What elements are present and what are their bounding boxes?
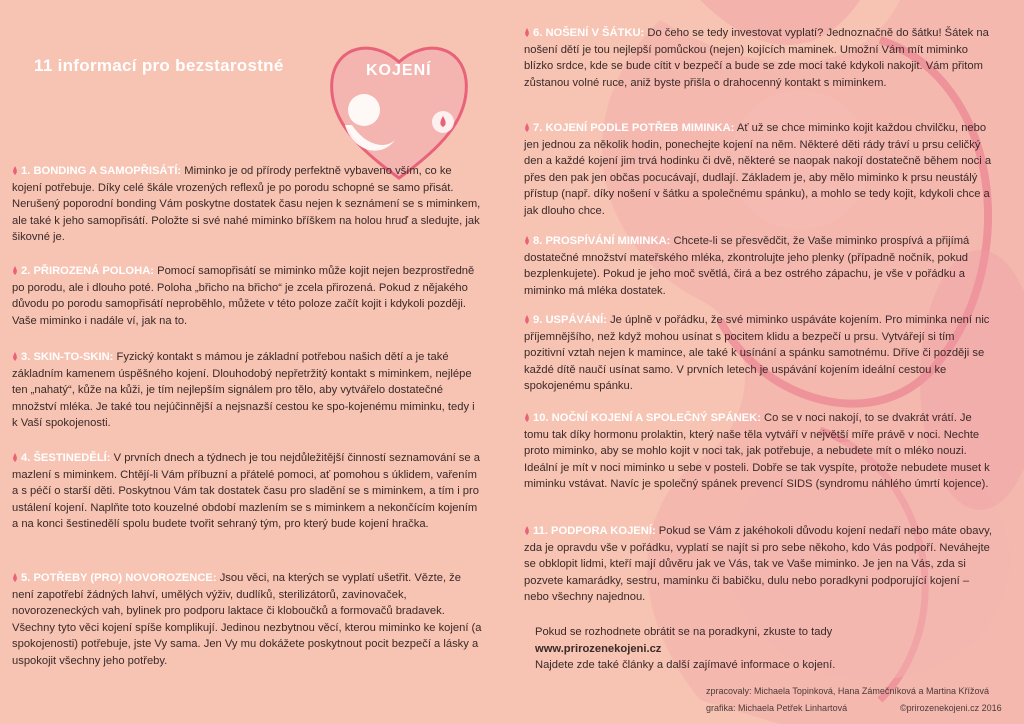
drop-icon xyxy=(524,413,530,422)
section-text: Pomocí samopřisátí se miminko může kojit nejen bezprostředně po porodu, ale i dlouho poté. Poloha „břicho na břicho“ je zcela přirozená. Pokud z nějakého důvodu po porodu samopřisátí neproběhlo, můžete v této poloze začít kojit i kdykoli později. Vaše miminko i nadále ví, jak na to. xyxy=(12,265,475,327)
section-7 xyxy=(524,120,994,219)
drop-icon xyxy=(524,315,530,324)
section-text: Do čeho se tedy investovat vyplatí? Jednoznačně do šátku! Šátek na nošení dětí je tou nejlepší pomůckou (nejen) kojících maminek. Umožní Vám mít miminko blízko srdce, kde se bude cítit v bezpečí a bude se zde moci také kdykoli nakojit. Vám přitom zůstanou volné ruce, aniž byste přišla o drahocenný kontakt s miminkem. xyxy=(524,27,989,89)
section-text: Ať už se chce miminko kojit každou chvilčku, nebo jen jednou za několik hodin, ponechejte kojení na něm. Některé děti rády tráví u prsu celičký den a každé kojení jim trvá hodinku či dvě, některé se naopak nakojí dostatečně během noci a přes den pak jen občas pocucávají, dudlají. Základem je, aby mělo miminko k prsu neustálý přístup (např. díky nošení v šátku a společnému spánku), a mohlo se tedy kojit, kdykoli chce a jak dlouho chce. xyxy=(524,122,992,217)
drop-icon xyxy=(524,123,530,132)
section-text: Co se v noci nakojí, to se dvakrát vrátí. Je tomu tak díky hormonu prolaktin, který naše těla vytváří v největší míře právě v noci. Nechte proto miminko, aby se mohlo kojit v noci tak, jak potřebuje, a nebudete mít o mléko nouzi. Ideální je mít v noci miminko u sebe v posteli. Dobře se tak vyspíte, protože nebudete muset k miminku vstávat. Navíc je společný spánek prevencí SIDS (syndromu náhlého úmrtí kojence). xyxy=(524,412,990,490)
section-10 xyxy=(524,410,994,493)
section-text: V prvních dnech a týdnech je tou nejdůležitější činností seznamování se a mazlení s miminkem. Chtějí-li Vám příbuzní a přátelé pomoci, ať pomohou s úklidem, vařením a s péčí o starší děti. Poskytnou Vám tak dostatek času pro sladění se s miminkem, a tím i pro ustálení kojení. Naplňte toto kouzelné období mazlením se s miminkem a nekončícím kojením a na konci šestinedělí spolu budete tvořit sehraný tým, pro který bude kojení hračka. xyxy=(12,452,480,530)
section-9 xyxy=(524,312,994,395)
section-heading: 11. PODPORA KOJENÍ: xyxy=(533,525,656,537)
section-1 xyxy=(12,163,482,246)
section-heading: 6. NOŠENÍ V ŠÁTKU: xyxy=(533,27,645,39)
section-11 xyxy=(524,523,994,606)
section-text: Jsou věci, na kterých se vyplatí ušetřit. Vězte, že není zapotřebí žádných lahví, umělých výživ, dudlíků, sterilizátorů, zavinovaček, novorozeneckých vah, bylinek pro podporu laktace či kloboučků a formovačů bradavek. Všechny tyto věci kojení spíše komplikují. Jedinou nezbytnou věcí, kterou miminko ke kojení (a spokojenosti) potřebuje, jste Vy sama. Jen Vy mu dokážete poskytnout pocit bezpečí a lásky a uspokojit všechny jeho potřeby. xyxy=(12,572,482,667)
section-heading: 3. SKIN-TO-SKIN: xyxy=(21,351,114,363)
section-text: Fyzický kontakt s mámou je základní potřebou našich dětí a je také základním kamenem úspěšného kojení. Dlouhodobý nepřetržitý kontakt s miminkem, nejlépe ten „nahatý“, kůže na kůži, je tím nejlepším signálem pro tělo, aby vytvářelo dostatečné množství mléka. Je také tou nejúčinnější a nejsnazší cestou ke spo-kojenému miminku, tedy i k Vaší spokojenosti. xyxy=(12,351,475,429)
section-text: Miminko je od přírody perfektně vybaveno vším, co ke kojení potřebuje. Díky celé škále vrozených reflexů je po porodu schopné se samo přisát. Nerušený poporodní bonding Vám poskytne dostatek času nejen k seznámení se s miminkem, ale také k jeho samopřisátí. Položte si své nahé miminko bříškem na holou hruď a sledujte, jak šikovné je. xyxy=(12,165,481,243)
section-heading: 9. USPÁVÁNÍ: xyxy=(533,314,607,326)
closing-line-1: Pokud se rozhodnete obrátit se na poradkyni, zkuste to tady xyxy=(535,626,833,638)
credits-graphics: grafika: Michaela Petřek Linhartová xyxy=(706,703,848,713)
section-heading: 1. BONDING A SAMOPŘISÁTÍ: xyxy=(21,165,182,177)
drop-icon xyxy=(524,526,530,535)
drop-icon xyxy=(524,236,530,245)
section-5 xyxy=(12,570,482,669)
drop-icon xyxy=(12,352,18,361)
drop-icon xyxy=(12,166,18,175)
heart-title: KOJENÍ xyxy=(366,62,432,79)
section-heading: 10. NOČNÍ KOJENÍ A SPOLEČNÝ SPÁNEK: xyxy=(533,412,761,424)
section-4 xyxy=(12,450,482,533)
credits-copyright: ©prirozenekojeni.cz 2016 xyxy=(900,703,1002,713)
section-text: Pokud se Vám z jakéhokoli důvodu kojení nedaří nebo máte obavy, zda je opravdu vše v pořádku, vyplatí se najít si pro sebe někoho, kdo Vás podpoří. Neváhejte se obklopit lidmi, kteří mají důvěru jak ve Vás, tak ve Vaše miminko. Je jen na Vás, zda si pozvete kamarádky, sestru, maminku či babičku, dulu nebo poradkyni podporující kojení – nebo všechny najednou. xyxy=(524,525,992,603)
section-8 xyxy=(524,233,994,299)
section-heading: 7. KOJENÍ PODLE POTŘEB MIMINKA: xyxy=(533,122,735,134)
section-heading: 5. POTŘEBY (PRO) NOVOROZENCE: xyxy=(21,572,217,584)
section-text: Je úplně v pořádku, že své miminko uspáváte kojením. Pro miminka není nic příjemnějšího, než když mohou usínat s pocitem klidu a bezpečí u prsu. Vytvářejí si tím pozitivní vztah nejen k mamince, ale také k usínání a spánku samotnému. Dříve či později se každé dítě naučí usínat samo. V prvních letech je uspávání kojením ideální cestou ke spokojenému spánku. xyxy=(524,314,990,392)
closing-line-2: Najdete zde také články a další zajímavé informace o kojení. xyxy=(535,659,836,671)
section-text: Chcete-li se přesvědčit, že Vaše miminko prospívá a přijímá dostatečné množství mateřského mléka, zkontrolujte jeho plenky (případně nočník, pokud bezplenkujete). Pokud je jeho moč světlá, čirá a bez ostrého zápachu, je vše v pořádku a miminko má mléka dostatek. xyxy=(524,235,970,297)
section-2 xyxy=(12,263,482,329)
closing-note xyxy=(535,624,975,674)
drop-icon xyxy=(12,266,18,275)
drop-icon xyxy=(12,453,18,462)
drop-icon xyxy=(524,28,530,37)
website-link[interactable]: www.prirozenekojeni.cz xyxy=(535,642,662,655)
section-6 xyxy=(524,25,994,91)
section-3 xyxy=(12,349,482,432)
drop-icon xyxy=(12,573,18,582)
credits-authors: zpracovaly: Michaela Topinková, Hana Zámečníková a Martina Křížová xyxy=(706,686,989,696)
section-heading: 2. PŘIROZENÁ POLOHA: xyxy=(21,265,155,277)
section-heading: 8. PROSPÍVÁNÍ MIMINKA: xyxy=(533,235,671,247)
section-heading: 4. ŠESTINEDĚLÍ: xyxy=(21,452,111,464)
page-title: 11 informací pro bezstarostné xyxy=(34,56,284,75)
